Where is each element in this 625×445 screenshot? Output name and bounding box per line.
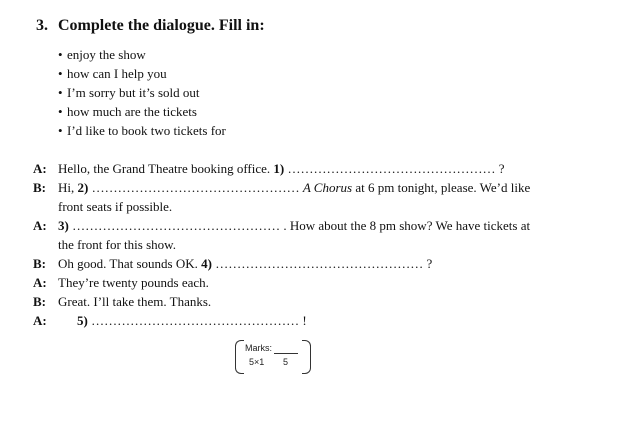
show-title: A Chorus [302, 180, 353, 195]
dialogue-line-2 [33, 178, 593, 197]
marks-total: 5 [283, 357, 289, 367]
answer-blank-4[interactable]: ………………………………………… [215, 256, 424, 271]
speaker-label: A: [33, 275, 47, 290]
bullet-icon: • [58, 47, 63, 62]
dialogue-line-4 [33, 254, 593, 273]
dialogue-text: Hi, [58, 180, 75, 195]
dialogue-line-6 [33, 292, 593, 311]
speaker-label: B: [33, 256, 46, 271]
dialogue-line-3 [33, 216, 593, 235]
blank-number-5: 5) [77, 313, 88, 328]
word-bank-item: • enjoy the show [58, 47, 146, 62]
dialogue-punctuation: ! [302, 313, 307, 328]
marks-formula: 5×1 [249, 357, 265, 367]
dialogue [33, 159, 593, 330]
marks-label: Marks: [245, 343, 272, 353]
exercise-number: 3. [36, 17, 48, 34]
dialogue-punctuation: ? [498, 161, 505, 176]
dialogue-text: the front for this show. [58, 237, 176, 252]
dialogue-text: . How about the 8 pm show? We have tickets at [283, 218, 531, 233]
dialogue-line-5 [33, 273, 593, 292]
dialogue-line-1 [33, 159, 593, 178]
dialogue-line-2-cont [33, 197, 593, 216]
word-bank-item: • how can I help you [58, 66, 167, 81]
speaker-label: B: [33, 180, 46, 195]
exercise-instruction: Complete the dialogue. Fill in: [58, 17, 265, 34]
answer-blank-3[interactable]: ………………………………………… [72, 218, 281, 233]
answer-blank-1[interactable]: ………………………………………… [287, 161, 496, 176]
marks-score-field[interactable] [274, 353, 298, 354]
speaker-label: B: [33, 294, 46, 309]
dialogue-line-3-cont [33, 235, 593, 254]
right-bracket-icon [302, 340, 311, 374]
blank-number-3: 3) [58, 218, 69, 233]
speaker-label: A: [33, 161, 47, 176]
dialogue-punctuation: ? [426, 256, 433, 271]
marks-box [235, 340, 311, 374]
bullet-icon: • [58, 66, 63, 81]
word-bank-item: • how much are the tickets [58, 104, 197, 119]
answer-blank-5[interactable]: ………………………………………… [91, 313, 300, 328]
speaker-label: A: [33, 313, 47, 328]
blank-number-2: 2) [77, 180, 89, 195]
dialogue-text: They’re twenty pounds each. [58, 275, 209, 290]
left-bracket-icon [235, 340, 244, 374]
dialogue-text: Great. I’ll take them. Thanks. [58, 294, 212, 309]
blank-number-1: 1) [273, 161, 285, 176]
bullet-icon: • [58, 123, 63, 138]
dialogue-text: at 6 pm tonight, please. We’d like [355, 180, 531, 195]
word-bank-item: • I’m sorry but it’s sold out [58, 85, 200, 100]
bullet-icon: • [58, 85, 63, 100]
word-bank-item: • I’d like to book two tickets for [58, 123, 226, 138]
dialogue-line-7 [33, 311, 593, 330]
blank-number-4: 4) [201, 256, 212, 271]
answer-blank-2[interactable]: ………………………………………… [91, 180, 300, 195]
dialogue-text: Oh good. That sounds OK. [58, 256, 198, 271]
bullet-icon: • [58, 104, 63, 119]
dialogue-text: Hello, the Grand Theatre booking office. [58, 161, 271, 176]
speaker-label: A: [33, 218, 47, 233]
dialogue-text: front seats if possible. [58, 199, 173, 214]
exercise-heading [36, 17, 265, 35]
word-bank-list [58, 45, 226, 140]
